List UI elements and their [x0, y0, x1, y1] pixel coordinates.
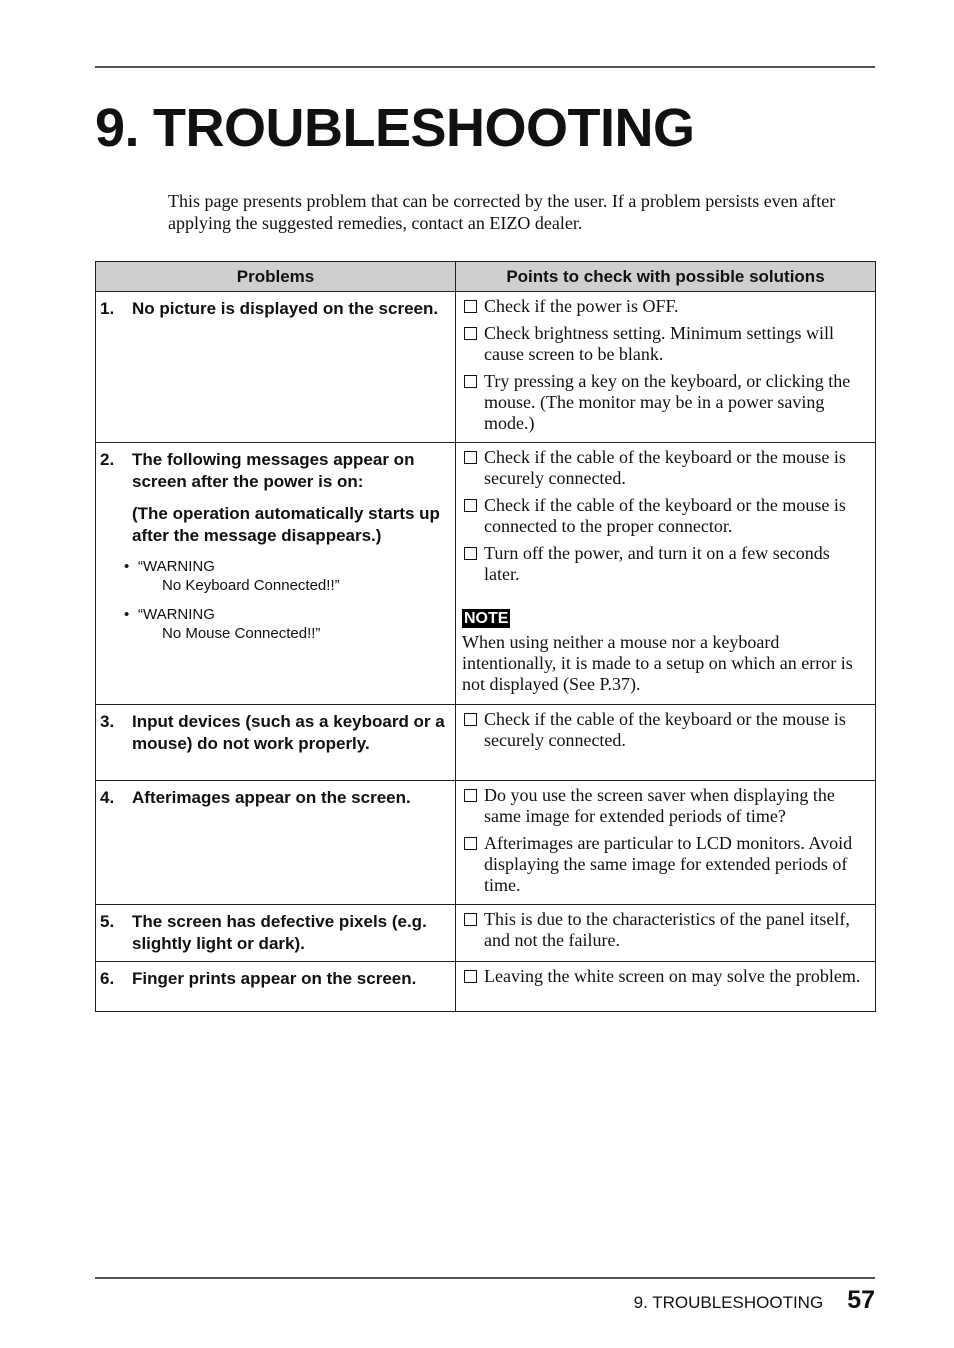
- header-solutions: Points to check with possible solutions: [456, 262, 876, 292]
- checkbox-icon: [464, 451, 477, 464]
- problem-cell: [96, 781, 456, 905]
- solution-text: Do you use the screen saver when displaying the same image for extended periods of time?: [484, 785, 835, 826]
- checkbox-icon: [464, 499, 477, 512]
- solution-text: Check if the cable of the keyboard or the mouse is securely connected.: [484, 447, 846, 488]
- solution-text: This is due to the characteristics of the panel itself, and not the failure.: [484, 909, 850, 950]
- problem-cell: [96, 905, 456, 962]
- checkbox-icon: [464, 300, 477, 313]
- bullet-icon: •: [124, 558, 130, 575]
- table-row: [96, 443, 876, 705]
- solution-text: Check if the cable of the keyboard or the mouse is securely connected.: [484, 709, 846, 750]
- problem-text: Afterimages appear on the screen.: [132, 788, 411, 807]
- solution-text: Leaving the white screen on may solve the problem.: [484, 966, 861, 986]
- solution-cell: [456, 292, 876, 443]
- solution-text: Check if the cable of the keyboard or the mouse is connected to the proper connector.: [484, 495, 846, 536]
- solution-cell: [456, 705, 876, 781]
- solution-item: [462, 323, 869, 365]
- checkbox-icon: [464, 789, 477, 802]
- note-text: When using neither a mouse nor a keyboard intentionally, it is made to a setup on which an error is not displayed (See P.37).: [462, 632, 853, 694]
- page-footer: [634, 1286, 875, 1315]
- problem-text: The following messages appear on screen after the power is on:: [132, 450, 415, 491]
- checkbox-icon: [464, 837, 477, 850]
- problem-number: 2.: [100, 450, 115, 469]
- problem-cell: [96, 962, 456, 1012]
- bottom-rule: [95, 1277, 875, 1279]
- checkbox-icon: [464, 547, 477, 560]
- intro-paragraph: This page presents problem that can be corrected by the user. If a problem persists even after applying the suggested remedies, contact an EIZO dealer.: [168, 191, 836, 233]
- table-row: [96, 292, 876, 443]
- solution-text: Try pressing a key on the keyboard, or clicking the mouse. (The monitor may be in a power saving mode.): [484, 371, 851, 433]
- solution-item: [462, 495, 869, 537]
- solution-cell: [456, 443, 876, 705]
- warning-line: No Keyboard Connected!!”: [162, 577, 340, 594]
- problem-cell: [96, 292, 456, 443]
- solution-cell: [456, 905, 876, 962]
- solution-text: Turn off the power, and turn it on a few seconds later.: [484, 543, 830, 584]
- solution-item: [462, 709, 869, 751]
- problem-cell: [96, 705, 456, 781]
- solution-item: [462, 909, 869, 951]
- checkbox-icon: [464, 970, 477, 983]
- chapter-title: TROUBLESHOOTING: [153, 98, 695, 158]
- warning-line: “WARNING: [138, 606, 215, 623]
- problem-text: No picture is displayed on the screen.: [132, 299, 439, 318]
- problem-text: Input devices (such as a keyboard or a mouse) do not work properly.: [132, 712, 445, 753]
- note-label: NOTE: [464, 610, 509, 627]
- problem-number: 4.: [100, 788, 115, 807]
- solution-item: [462, 785, 869, 827]
- problem-number: 5.: [100, 912, 115, 931]
- table-row: [96, 781, 876, 905]
- header-problems: Problems: [96, 262, 456, 292]
- solution-item: [462, 966, 869, 987]
- solution-item: [462, 833, 869, 896]
- page-number: 57: [847, 1286, 875, 1314]
- warning-message: [124, 605, 447, 643]
- checkbox-icon: [464, 375, 477, 388]
- bullet-icon: •: [124, 606, 130, 623]
- solution-item: [462, 543, 869, 585]
- warning-line: “WARNING: [138, 558, 215, 575]
- problem-text: Finger prints appear on the screen.: [132, 969, 417, 988]
- problem-number: 3.: [100, 712, 115, 731]
- solution-item: [462, 447, 869, 489]
- chapter-number: 9.: [95, 98, 140, 158]
- problem-cell: [96, 443, 456, 705]
- solution-text: Check if the power is OFF.: [484, 296, 679, 316]
- problem-text: The screen has defective pixels (e.g. slightly light or dark).: [132, 912, 427, 953]
- problem-number: 6.: [100, 969, 115, 988]
- troubleshooting-table: [95, 261, 876, 1012]
- warning-message: [124, 557, 447, 595]
- checkbox-icon: [464, 327, 477, 340]
- problem-subtext: (The operation automatically starts up after the message disappears.): [132, 504, 440, 545]
- top-rule: [95, 66, 875, 68]
- page-title: [95, 96, 695, 160]
- solution-item: [462, 296, 869, 317]
- checkbox-icon: [464, 913, 477, 926]
- solution-cell: [456, 781, 876, 905]
- checkbox-icon: [464, 713, 477, 726]
- solution-cell: [456, 962, 876, 1012]
- solution-item: [462, 371, 869, 434]
- table-row: [96, 705, 876, 781]
- problem-number: 1.: [100, 299, 115, 318]
- footer-section: 9. TROUBLESHOOTING: [633, 1293, 824, 1312]
- solution-text: Check brightness setting. Minimum settings will cause screen to be blank.: [484, 323, 834, 364]
- table-row: [96, 962, 876, 1012]
- solution-text: Afterimages are particular to LCD monitors. Avoid displaying the same image for extended periods of time.: [484, 833, 853, 895]
- table-header-row: [96, 262, 876, 292]
- table-row: [96, 905, 876, 962]
- warning-line: No Mouse Connected!!”: [162, 625, 321, 642]
